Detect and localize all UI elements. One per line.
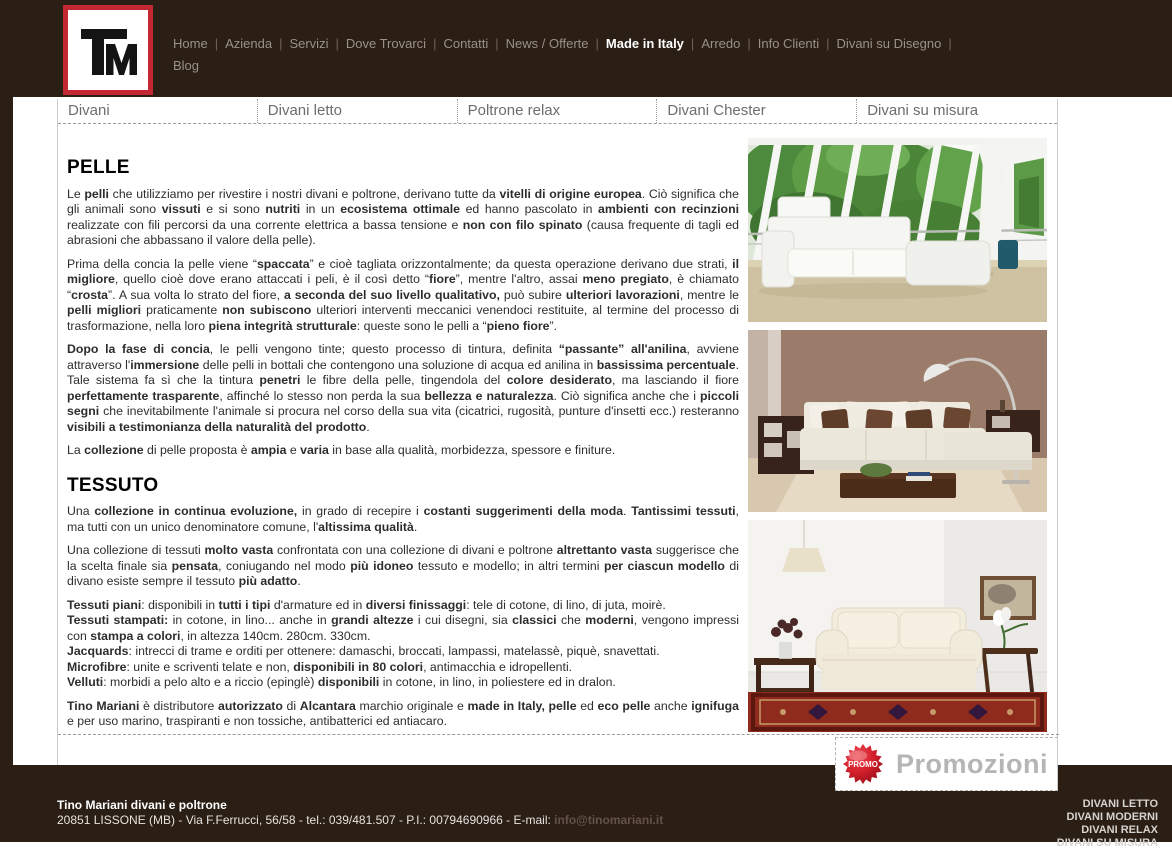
- nav-separator: |: [335, 36, 339, 51]
- photo-column: [748, 138, 1047, 740]
- nav-separator: |: [948, 36, 952, 51]
- fabric-list-line: Jacquards: intrecci di trame e orditi per ottenere: damaschi, broccati, lampassi, matelassè, piquè, snavettati.: [67, 644, 660, 658]
- paragraph: Una collezione in continua evoluzione, in grado di recepire i costanti suggerimenti della moda. Tantissimi tessuti, ma tutti con un unico denominatore comune, l'altissima qualità.: [67, 504, 739, 534]
- fabric-list: [67, 598, 739, 691]
- content-sections: [67, 157, 740, 749]
- content-bottom-divider: [58, 734, 1059, 735]
- tm-logo-icon: [76, 18, 140, 82]
- tab-divani[interactable]: Divani: [58, 99, 258, 123]
- main-nav: [173, 33, 1053, 77]
- nav-item-contatti[interactable]: Contatti: [443, 36, 489, 51]
- nav-separator: |: [690, 36, 695, 51]
- promo-title: Promozioni: [896, 748, 1048, 779]
- paragraph: Dopo la fase di concia, le pelli vengono tinte; questo processo di tintura, definita “passante” all'anilina, avviene attraverso l'immersione delle pelli in bottali che contengono una soluzione di acqua ed anilina in bassissima percentuale. Tale sistema fa sì che la tintura penetri le fibre della pelle, tingendola del colore desiderato, ma lasciando il fiore perfettamente trasparente, affinché lo stesso non perda la sua bellezza e naturalezza. Ciò significa anche che i piccoli segni che inevitabilmente l'animale si procura nel corso della sua vita (cicatrici, rugosità, punture d'insetti ecc.) resteranno visibili a testimonianza della naturalità del prodotto.: [67, 342, 739, 434]
- nav-item-made-in-italy[interactable]: Made in Italy: [605, 36, 684, 51]
- fabric-list-line: Tessuti piani: disponibili in tutti i tipi d'armature ed in diversi finissaggi: tele di cotone, di lino, di juta, moirè.: [67, 597, 666, 612]
- paragraph: Prima della concia la pelle viene “spaccata” e cioè tagliata orizzontalmente; da questa operazione derivano due strati, il migliore, quello cioè dove erano attaccati i peli, è il così detto “fiore”, mentre l'altro, assai meno pregiato, è chiamato “crosta”. A sua volta lo strato del fiore, a seconda del suo livello qualitativo, può subire ulteriori lavorazioni, mentre le pelli migliori praticamente non subiscono ulteriori interventi meccanici venendoci restituite, al termine del processo di trasformazione, nella loro piena integrità strutturale: queste sono le pelli a “pieno fiore”.: [67, 256, 740, 333]
- footer-company-name: Tino Mariani divani e poltrone: [57, 798, 227, 812]
- promo-badge-icon: [843, 744, 883, 784]
- content-container: [57, 99, 1058, 765]
- tm-logo[interactable]: [63, 5, 153, 95]
- nav-separator: |: [433, 36, 437, 51]
- svg-text:PROMO: PROMO: [848, 760, 878, 770]
- nav-item-arredo[interactable]: Arredo: [701, 36, 741, 51]
- footer-link-divani-letto[interactable]: DIVANI LETTO: [1082, 798, 1158, 810]
- left-edge-strip: [0, 97, 13, 765]
- nav-item-news-offerte[interactable]: News / Offerte: [505, 36, 589, 51]
- section-pelle: [67, 157, 740, 459]
- section-tessuto: [67, 474, 740, 730]
- nav-item-azienda[interactable]: Azienda: [225, 36, 273, 51]
- tab-divani-letto[interactable]: Divani letto: [258, 99, 458, 123]
- paragraph: Una collezione di tessuti molto vasta confrontata con una collezione di divani e poltrone altrettanto vasta suggerisce che la scelta finale sia pensata, coniugando nel modo più idoneo tessuto e modello; in altri termini per ciascun modello di divano esiste sempre il tessuto più adatto.: [67, 543, 739, 588]
- nav-item-home[interactable]: Home: [173, 36, 208, 51]
- photo-divano-moderno[interactable]: [748, 138, 1047, 322]
- paragraph: La collezione di pelle proposta è ampia e varia in base alla qualità, morbidezza, spessore e finiture.: [67, 443, 616, 457]
- nav-item-blog[interactable]: Blog: [173, 58, 200, 73]
- nav-separator: |: [279, 36, 283, 51]
- tab-divani-chester[interactable]: Divani Chester: [657, 99, 857, 123]
- footer-link-divani-su-misura[interactable]: DIVANI SU MISURA: [1056, 837, 1158, 849]
- footer-address-line: [57, 813, 663, 828]
- site-header: [0, 0, 1172, 97]
- section-heading-pelle: PELLE: [67, 157, 130, 178]
- footer-link-divani-relax[interactable]: DIVANI RELAX: [1081, 824, 1158, 836]
- nav-item-servizi[interactable]: Servizi: [289, 36, 329, 51]
- category-tabs: [58, 99, 1057, 124]
- footer-address: 20851 LISSONE (MB) - Via F.Ferrucci, 56/58 - tel.: 039/481.507 - P.I.: 00794690966 - E-mail:: [57, 813, 555, 827]
- nav-item-divani-su-disegno[interactable]: Divani su Disegno: [836, 36, 942, 51]
- photo-divano-angolare[interactable]: [748, 330, 1047, 512]
- nav-separator: |: [214, 36, 219, 51]
- section-heading-tessuto: TESSUTO: [67, 474, 159, 496]
- nav-separator: |: [595, 36, 599, 51]
- nav-item-info-clienti[interactable]: Info Clienti: [757, 36, 820, 51]
- tab-poltrone-relax[interactable]: Poltrone relax: [458, 99, 658, 123]
- fabric-list-line: Tessuti stampati: in cotone, in lino... anche in grandi altezze i cui disegni, sia classici che moderni, vengono impressi con stampa a colori, in altezza 140cm. 280cm. 330cm.: [67, 613, 739, 643]
- footer-links: [1057, 798, 1158, 850]
- nav-separator: |: [747, 36, 751, 51]
- photo-divano-classico[interactable]: [748, 520, 1047, 732]
- tab-divani-su-misura[interactable]: Divani su misura: [867, 102, 979, 119]
- paragraph: Tino Mariani è distributore autorizzato di Alcantara marchio originale e made in Italy, pelle ed eco pelle anche ignifuga e per uso marino, traspiranti e non tossiche, antibatterici ed antiacaro.: [67, 698, 740, 728]
- footer-email-link[interactable]: info@tinomariani.it: [554, 813, 664, 827]
- footer-link-divani-moderni[interactable]: DIVANI MODERNI: [1066, 811, 1158, 823]
- nav-item-dove-trovarci[interactable]: Dove Trovarci: [345, 36, 427, 51]
- paragraph: Le pelli che utilizziamo per rivestire i nostri divani e poltrone, derivano tutte da vitelli di origine europea. Ciò significa che gli animali sono vissuti e si sono nutriti in un ecosistema ottimale ed hanno pascolato in ambienti con recinzioni realizzate con fili percorsi da una corrente elettrica a bassa tensione e non con filo spinato (causa frequente di tagli ed abrasioni che abbassano il valore della pelle).: [67, 186, 739, 247]
- fabric-list-line: Microfibre: unite e scriventi telate e non, disponibili in 80 colori, antimacchia e idropellenti.: [67, 659, 573, 674]
- promozioni-banner[interactable]: [835, 737, 1058, 791]
- nav-separator: |: [826, 36, 830, 51]
- footer-contact-info: [57, 798, 663, 828]
- fabric-list-line: Velluti: morbidi a pelo alto e a riccio (epinglè) disponibili in cotone, in lino, in poliestere ed in dralon.: [67, 675, 616, 689]
- nav-separator: |: [495, 36, 499, 51]
